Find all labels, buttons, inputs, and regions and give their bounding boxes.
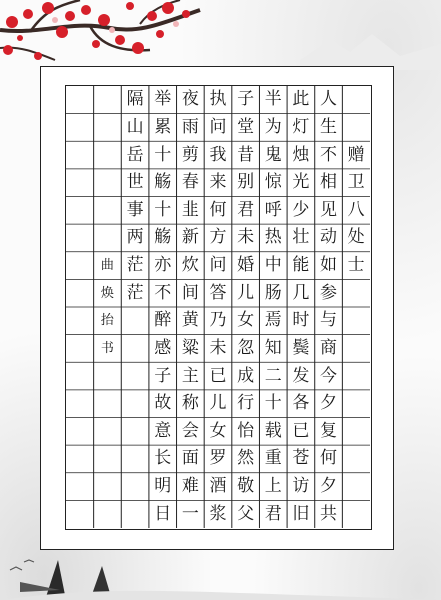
signature-char: 书 bbox=[100, 340, 114, 356]
poem-char: 粱 bbox=[181, 337, 199, 358]
poem-char: 成 bbox=[237, 365, 255, 386]
poem-char: 剪 bbox=[181, 144, 199, 165]
poem-char: 难 bbox=[181, 476, 199, 497]
poem-char: 堂 bbox=[237, 116, 255, 137]
poem-char: 君 bbox=[237, 199, 255, 220]
poem-column bbox=[177, 86, 205, 529]
poem-char: 访 bbox=[292, 476, 310, 497]
poem-char: 几 bbox=[292, 282, 310, 303]
poem-char: 韭 bbox=[181, 199, 199, 220]
poem-char: 父 bbox=[237, 503, 255, 524]
poem-char: 行 bbox=[237, 393, 255, 414]
poem-column bbox=[149, 86, 177, 529]
title-column bbox=[342, 86, 370, 529]
poem-char: 日 bbox=[154, 503, 172, 524]
poem-char: 别 bbox=[237, 172, 255, 193]
poem-column bbox=[204, 86, 232, 529]
poem-char: 来 bbox=[209, 172, 227, 193]
poem-char: 半 bbox=[264, 89, 282, 110]
poem-char: 觞 bbox=[154, 227, 172, 248]
poem-char: 不 bbox=[320, 144, 338, 165]
poem-char: 旧 bbox=[292, 503, 310, 524]
poem-char: 我 bbox=[209, 144, 227, 165]
poem-char: 烛 bbox=[292, 144, 310, 165]
poem-char: 鬓 bbox=[292, 337, 310, 358]
poem-char: 肠 bbox=[264, 282, 282, 303]
poem-char: 隔 bbox=[126, 89, 144, 110]
poem-char: 人 bbox=[320, 89, 338, 110]
poem-char: 苍 bbox=[292, 448, 310, 469]
poem-char: 醉 bbox=[154, 310, 172, 331]
poem-char: 然 bbox=[237, 448, 255, 469]
poem-char: 重 bbox=[264, 448, 282, 469]
poem-char: 复 bbox=[320, 420, 338, 441]
poem-char: 儿 bbox=[237, 282, 255, 303]
poem-char: 乃 bbox=[209, 310, 227, 331]
poem-char: 夕 bbox=[320, 393, 338, 414]
poem-char: 茫 bbox=[126, 255, 144, 276]
poem-char: 主 bbox=[181, 365, 199, 386]
poem-char: 知 bbox=[264, 337, 282, 358]
poem-char: 中 bbox=[264, 255, 282, 276]
poem-char: 明 bbox=[154, 476, 172, 497]
poem-char: 十 bbox=[264, 393, 282, 414]
poem-char: 热 bbox=[264, 227, 282, 248]
signature-column bbox=[94, 86, 122, 529]
poem-char: 一 bbox=[181, 503, 199, 524]
poem-char: 方 bbox=[209, 227, 227, 248]
poem-column bbox=[121, 86, 149, 529]
poem-char: 焉 bbox=[264, 310, 282, 331]
poem-char: 如 bbox=[320, 255, 338, 276]
poem-char: 夕 bbox=[320, 476, 338, 497]
poem-char: 山 bbox=[126, 116, 144, 137]
poem-char: 何 bbox=[209, 199, 227, 220]
poem-char: 长 bbox=[154, 448, 172, 469]
poem-char: 未 bbox=[237, 227, 255, 248]
poem-char: 载 bbox=[264, 420, 282, 441]
poem-char: 觞 bbox=[154, 172, 172, 193]
poem-char: 时 bbox=[292, 310, 310, 331]
poem-char: 已 bbox=[209, 365, 227, 386]
poem-char: 感 bbox=[154, 337, 172, 358]
poem-char: 夜 bbox=[181, 89, 199, 110]
poem-char: 罗 bbox=[209, 448, 227, 469]
poem-char: 动 bbox=[320, 227, 338, 248]
poem-char: 执 bbox=[209, 89, 227, 110]
calligraphy-grid bbox=[65, 85, 372, 530]
poem-char: 君 bbox=[264, 503, 282, 524]
poem-char: 女 bbox=[237, 310, 255, 331]
poem-char: 呼 bbox=[264, 199, 282, 220]
poem-char: 惊 bbox=[264, 172, 282, 193]
poem-char: 见 bbox=[320, 199, 338, 220]
poem-char: 雨 bbox=[181, 116, 199, 137]
poem-char: 昔 bbox=[237, 144, 255, 165]
poem-char: 今 bbox=[320, 365, 338, 386]
poem-char: 发 bbox=[292, 365, 310, 386]
poem-char: 何 bbox=[320, 448, 338, 469]
title-char: 八 bbox=[347, 199, 365, 220]
poem-char: 此 bbox=[292, 89, 310, 110]
poem-char: 未 bbox=[209, 337, 227, 358]
poem-char: 亦 bbox=[154, 255, 172, 276]
poem-column bbox=[287, 86, 315, 529]
signature-char: 抬 bbox=[100, 313, 114, 329]
title-char: 赠 bbox=[347, 144, 365, 165]
poem-column bbox=[232, 86, 260, 529]
title-char: 士 bbox=[347, 255, 365, 276]
poem-char: 婚 bbox=[237, 255, 255, 276]
poem-char: 春 bbox=[181, 172, 199, 193]
poem-char: 岳 bbox=[126, 144, 144, 165]
poem-char: 儿 bbox=[209, 393, 227, 414]
poem-char: 生 bbox=[320, 116, 338, 137]
poem-char: 敬 bbox=[237, 476, 255, 497]
poem-char: 少 bbox=[292, 199, 310, 220]
poem-char: 答 bbox=[209, 282, 227, 303]
poem-char: 相 bbox=[320, 172, 338, 193]
poem-char: 举 bbox=[154, 89, 172, 110]
poem-char: 面 bbox=[181, 448, 199, 469]
poem-char: 意 bbox=[154, 420, 172, 441]
poem-char: 世 bbox=[126, 172, 144, 193]
poem-char: 新 bbox=[181, 227, 199, 248]
poem-char: 酒 bbox=[209, 476, 227, 497]
title-char: 处 bbox=[347, 227, 365, 248]
poem-char: 子 bbox=[237, 89, 255, 110]
poem-char: 上 bbox=[264, 476, 282, 497]
poem-char: 各 bbox=[292, 393, 310, 414]
poem-char: 壮 bbox=[292, 227, 310, 248]
poem-char: 称 bbox=[181, 393, 199, 414]
poem-char: 灯 bbox=[292, 116, 310, 137]
signature-char: 焕 bbox=[100, 285, 114, 301]
poem-char: 参 bbox=[320, 282, 338, 303]
signature-char: 曲 bbox=[100, 258, 114, 274]
poem-char: 十 bbox=[154, 199, 172, 220]
poem-char: 炊 bbox=[181, 255, 199, 276]
poem-char: 不 bbox=[154, 282, 172, 303]
poem-char: 事 bbox=[126, 199, 144, 220]
poem-char: 忽 bbox=[237, 337, 255, 358]
poem-char: 问 bbox=[209, 255, 227, 276]
poem-char: 故 bbox=[154, 393, 172, 414]
poem-char: 商 bbox=[320, 337, 338, 358]
poem-char: 两 bbox=[126, 227, 144, 248]
poem-char: 会 bbox=[181, 420, 199, 441]
poem-char: 二 bbox=[264, 365, 282, 386]
poem-column bbox=[259, 86, 287, 529]
poem-char: 浆 bbox=[209, 503, 227, 524]
poem-char: 累 bbox=[154, 116, 172, 137]
poem-char: 鬼 bbox=[264, 144, 282, 165]
poem-char: 十 bbox=[154, 144, 172, 165]
poem-char: 怡 bbox=[237, 420, 255, 441]
poem-char: 黄 bbox=[181, 310, 199, 331]
poem-char: 已 bbox=[292, 420, 310, 441]
poem-column bbox=[315, 86, 343, 529]
poem-char: 间 bbox=[181, 282, 199, 303]
poem-char: 茫 bbox=[126, 282, 144, 303]
title-char: 卫 bbox=[347, 172, 365, 193]
poem-char: 女 bbox=[209, 420, 227, 441]
poem-char: 共 bbox=[320, 503, 338, 524]
poem-char: 问 bbox=[209, 116, 227, 137]
poem-char: 为 bbox=[264, 116, 282, 137]
poem-char: 光 bbox=[292, 172, 310, 193]
poem-char: 子 bbox=[154, 365, 172, 386]
poem-char: 与 bbox=[320, 310, 338, 331]
poem-char: 能 bbox=[292, 255, 310, 276]
